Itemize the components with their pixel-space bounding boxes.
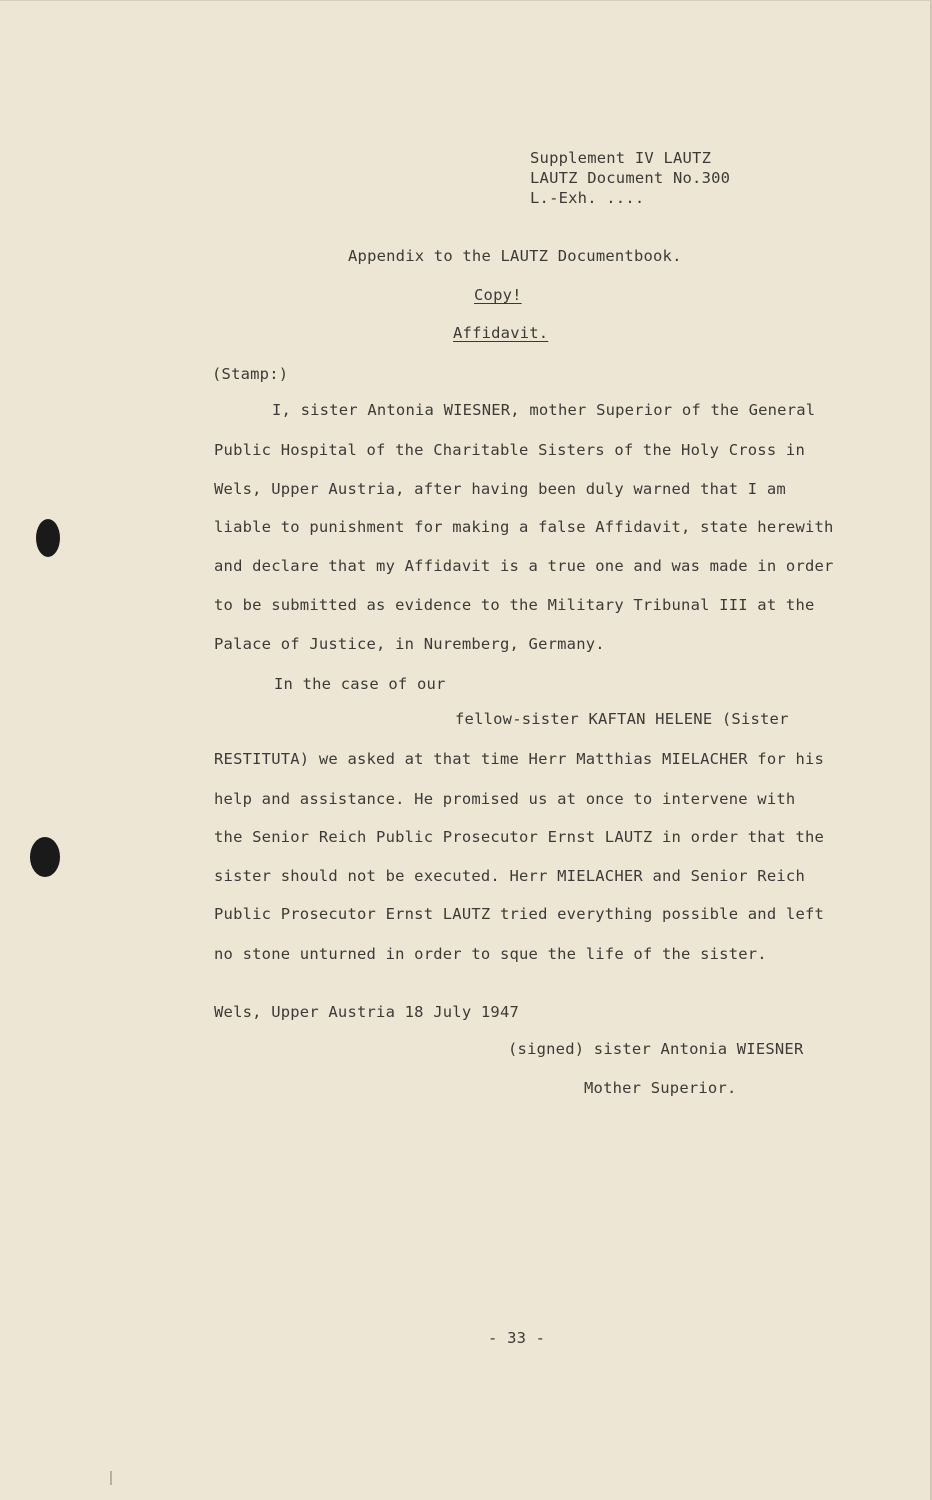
- paragraph2-lead: In the case of our: [274, 675, 446, 693]
- paragraph1-line-6: to be submitted as evidence to the Military Tribunal III at the: [214, 596, 815, 614]
- punch-hole-bottom: [30, 837, 60, 877]
- signature-line: (signed) sister Antonia WIESNER: [508, 1040, 804, 1058]
- paragraph1-line-3: Wels, Upper Austria, after having been duly warned that I am: [214, 480, 786, 498]
- paragraph2-line-2: help and assistance. He promised us at once to intervene with: [214, 790, 796, 808]
- paragraph2-indent: fellow-sister KAFTAN HELENE (Sister: [455, 710, 789, 728]
- paragraph1-line-7: Palace of Justice, in Nuremberg, Germany.: [214, 635, 605, 653]
- paragraph2-line-6: no stone unturned in order to sque the life of the sister.: [214, 945, 767, 963]
- margin-mark: [110, 1471, 112, 1485]
- copy-label: Copy!: [474, 286, 522, 304]
- page-number: - 33 -: [488, 1329, 546, 1347]
- paragraph1-line-2: Public Hospital of the Charitable Sisters of the Holy Cross in: [214, 441, 805, 459]
- place-and-date: Wels, Upper Austria 18 July 1947: [214, 1003, 520, 1021]
- paragraph2-line-1: RESTITUTA) we asked at that time Herr Matthias MIELACHER for his: [214, 750, 825, 768]
- header-line-3: L.-Exh. ....: [530, 189, 645, 207]
- stamp-note: (Stamp:): [212, 365, 289, 383]
- paragraph2-line-4: sister should not be executed. Herr MIELACHER and Senior Reich: [214, 867, 805, 885]
- paragraph1-line-4: liable to punishment for making a false Affidavit, state herewith: [214, 518, 834, 536]
- affidavit-title: Affidavit.: [453, 324, 549, 342]
- paragraph2-line-5: Public Prosecutor Ernst LAUTZ tried everything possible and left: [214, 905, 825, 923]
- paragraph1-line-5: and declare that my Affidavit is a true one and was made in order: [214, 557, 834, 575]
- header-line-2: LAUTZ Document No.300: [530, 169, 731, 187]
- paragraph1-line-1: I, sister Antonia WIESNER, mother Superior of the General: [272, 401, 816, 419]
- punch-hole-top: [36, 519, 60, 557]
- paragraph2-line-3: the Senior Reich Public Prosecutor Ernst LAUTZ in order that the: [214, 828, 825, 846]
- header-line-1: Supplement IV LAUTZ: [530, 149, 712, 167]
- signature-title: Mother Superior.: [584, 1079, 737, 1097]
- appendix-title: Appendix to the LAUTZ Documentbook.: [348, 247, 682, 265]
